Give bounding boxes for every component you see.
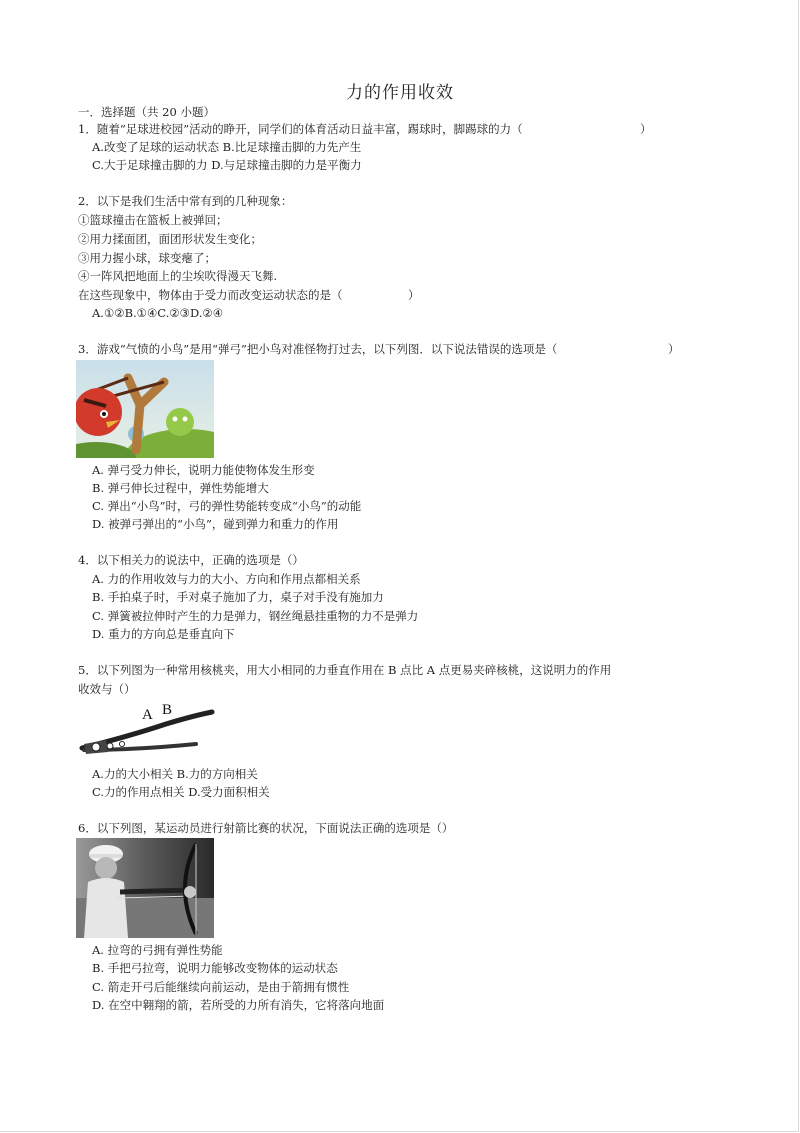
q3-stem: 3．游戏“气愤的小鸟”是用“弹弓”把小鸟对准怪物打过去，以下列图．以下说法错误的选项是（ bbox=[78, 342, 558, 356]
q3-close: ） bbox=[668, 342, 680, 356]
q2-stem: 2．以下是我们生活中常有到的几种现象： bbox=[78, 194, 293, 208]
q4-option-c: C. 弹簧被拉伸时产生的力是弹力，钢丝绳悬挂重物的力不是弹力 bbox=[92, 609, 419, 623]
angry-birds-slingshot-image bbox=[76, 360, 214, 458]
q2-item-1: ①篮球撞击在篮板上被弹回； bbox=[78, 213, 228, 227]
q3-option-c: C. 弹出“小鸟”时，弓的弹性势能转变成“小鸟”的动能 bbox=[92, 499, 362, 513]
q5-stem-line-2: 收效与（） bbox=[78, 682, 136, 696]
q1-option-line-1: A.改变了足球的运动状态 B.比足球撞击脚的力先产生 bbox=[92, 140, 362, 154]
q2-options: A.①②B.①④C.②③D.②④ bbox=[92, 306, 224, 320]
q6-option-c: C. 箭走开弓后能继续向前运动，是由于箭拥有惯性 bbox=[92, 980, 350, 994]
q2-item-3: ③用力握小球，球变瘪了； bbox=[78, 251, 216, 265]
q5-option-line-1: A.力的大小相关 B.力的方向相关 bbox=[92, 767, 258, 781]
nutcracker-image bbox=[76, 700, 216, 762]
q6-option-d: D. 在空中翱翔的箭，若所受的力所有消失，它将落向地面 bbox=[92, 998, 385, 1012]
section-heading: 一．选择题（共 20 小题） bbox=[78, 105, 215, 119]
q1-close: ） bbox=[640, 122, 652, 136]
q4-option-d: D. 重力的方向总是垂直向下 bbox=[92, 627, 235, 641]
q2-item-4: ④一阵风把地面上的尘埃吹得漫天飞舞. bbox=[78, 269, 278, 283]
q3-option-b: B. 弹弓伸长过程中，弹性势能增大 bbox=[92, 481, 269, 495]
q3-option-d: D. 被弹弓弹出的“小鸟”，碰到弹力和重力的作用 bbox=[92, 517, 339, 531]
q6-option-b: B. 手把弓拉弯，说明力能够改变物体的运动状态 bbox=[92, 961, 338, 975]
q1-option-line-2: C.大于足球撞击脚的力 D.与足球撞击脚的力是平衡力 bbox=[92, 158, 362, 172]
nutcracker-label-b: B bbox=[162, 702, 173, 718]
q3-option-a: A. 弹弓受力伸长，说明力能使物体发生形变 bbox=[92, 463, 315, 477]
q5-option-line-2: C.力的作用点相关 D.受力面积相关 bbox=[92, 785, 270, 799]
q6-option-a: A. 拉弯的弓拥有弹性势能 bbox=[92, 943, 223, 957]
nutcracker-label-a: A bbox=[142, 707, 153, 723]
q2-question: 在这些现象中，物体由于受力而改变运动状态的是（ bbox=[78, 288, 343, 302]
page-title: 力的作用收效 bbox=[346, 83, 454, 103]
q4-stem: 4．以下相关力的说法中，正确的选项是（） bbox=[78, 553, 304, 567]
q4-option-a: A. 力的作用收效与力的大小、方向和作用点都相关系 bbox=[92, 572, 361, 586]
q5-stem-line-1: 5．以下列图为一种常用核桃夹，用大小相同的力垂直作用在 B 点比 A 点更易夹碎核桃，这说明力的作用 bbox=[78, 663, 612, 677]
q2-item-2: ②用力揉面团，面团形状发生变化； bbox=[78, 232, 262, 246]
q4-option-b: B. 手拍桌子时，手对桌子施加了力，桌子对手没有施加力 bbox=[92, 590, 384, 604]
archer-image bbox=[76, 838, 214, 938]
q2-close: ） bbox=[408, 288, 420, 302]
q1-stem: 1．随着“足球进校园”活动的睁开，同学们的体育活动日益丰富，踢球时，脚踢球的力（ bbox=[78, 122, 523, 136]
q6-stem: 6．以下列图，某运动员进行射箭比赛的状况，下面说法正确的选项是（） bbox=[78, 821, 454, 835]
